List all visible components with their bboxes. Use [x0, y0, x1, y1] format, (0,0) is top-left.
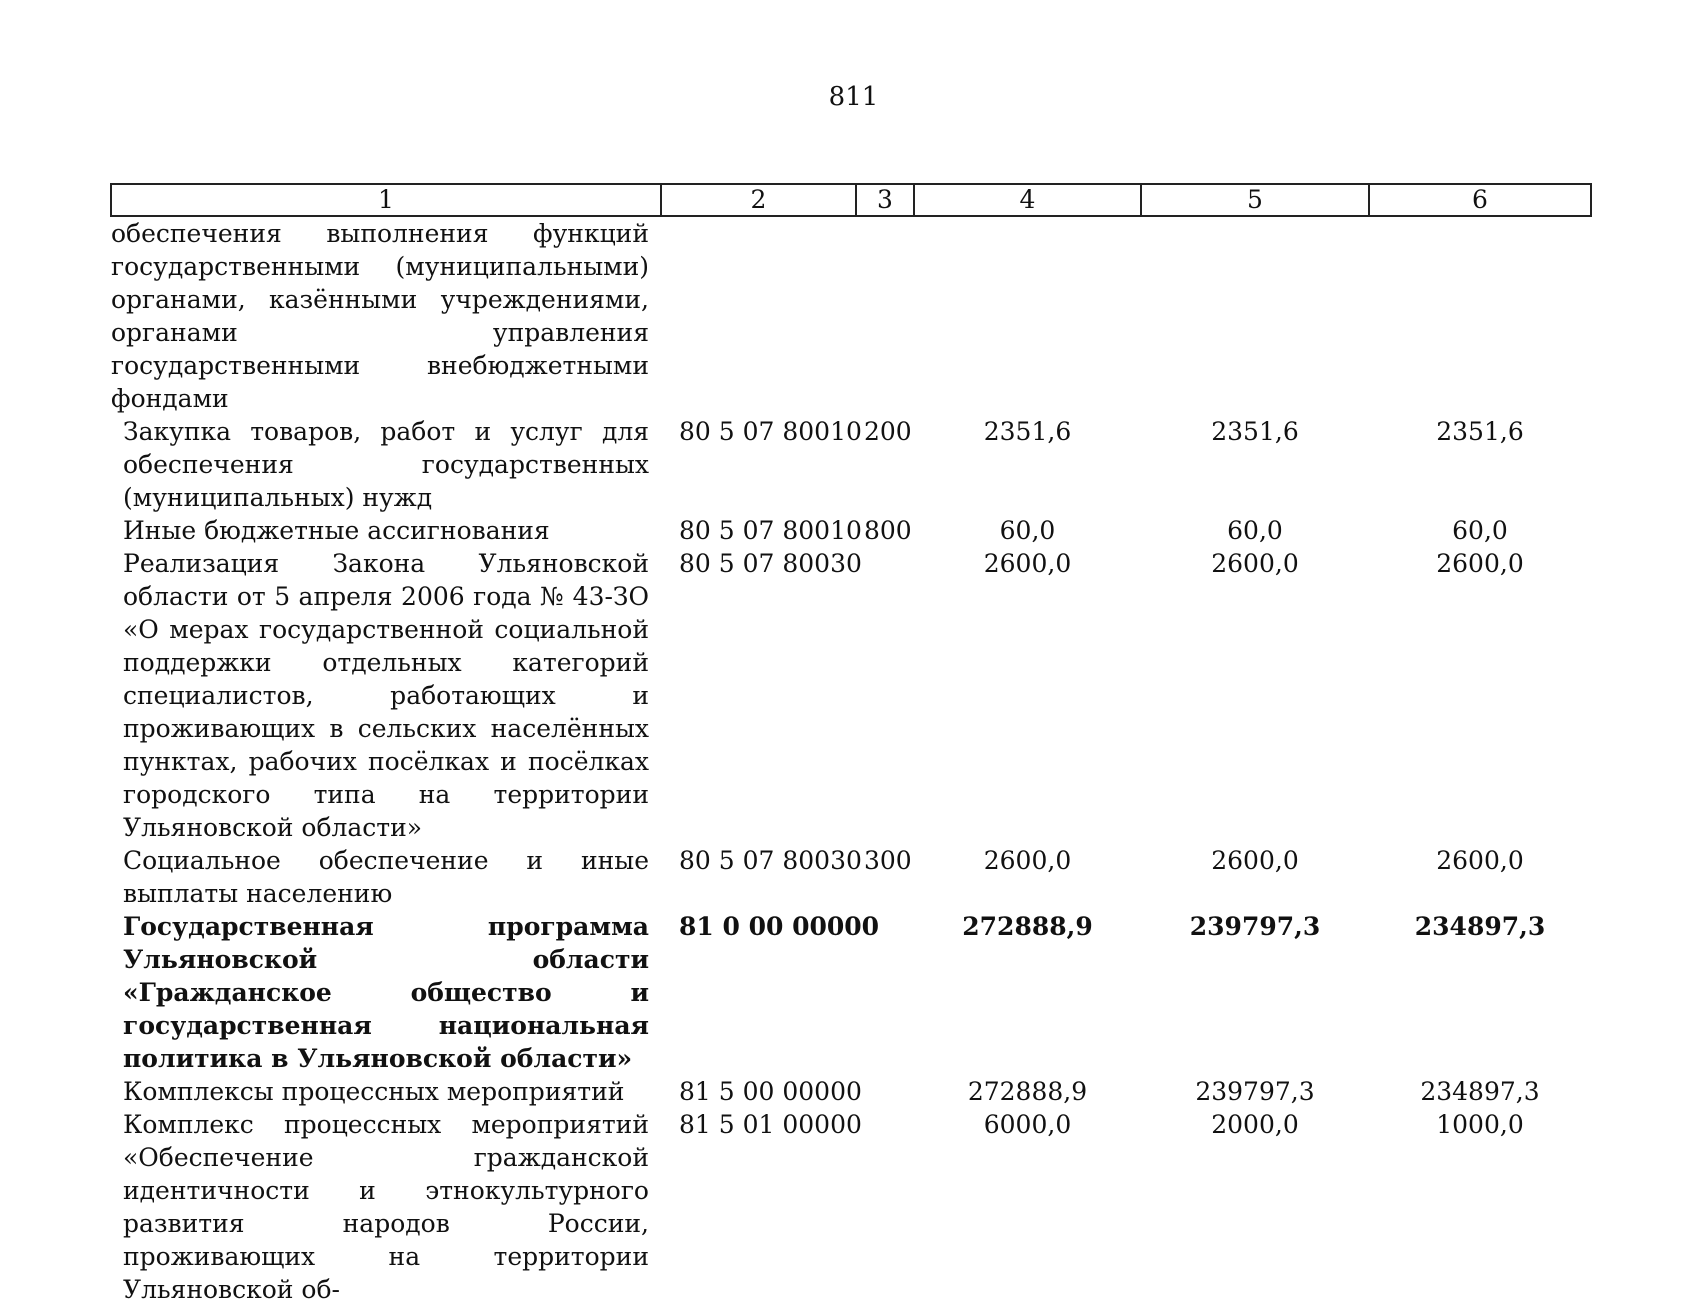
column-header-1: 1	[111, 184, 661, 216]
table-row	[111, 514, 1591, 547]
row-name: Социальное обеспечение и иные выплаты населению	[123, 846, 649, 908]
column-header-4: 4	[914, 184, 1141, 216]
row-value-6: 60,0	[1452, 516, 1508, 545]
table-row	[111, 1075, 1591, 1108]
row-code: 81 0 00 00000	[679, 912, 880, 941]
table-row	[111, 216, 1591, 415]
row-value-4: 2351,6	[983, 417, 1072, 446]
row-value-6: 2351,6	[1436, 417, 1524, 446]
row-value-4: 2600,0	[983, 846, 1072, 875]
row-name: Комплексы процессных мероприятий	[123, 1077, 625, 1106]
row-name: Реализация Закона Ульяновской области от 5 апреля 2006 года № 43-ЗО «О мерах государственной социальной поддержки отдельных категорий специалистов, работающих и проживающих в сельских населённых пунктах, рабочих посёлках и посёлках городского типа на территории Ульяновской области»	[123, 549, 649, 842]
row-value-6: 234897,3	[1420, 1077, 1540, 1106]
row-code: 80 5 07 80010	[679, 417, 862, 446]
row-value-5: 239797,3	[1189, 912, 1321, 941]
table-row	[111, 547, 1591, 844]
row-value-4: 60,0	[999, 516, 1056, 545]
row-value-6: 1000,0	[1436, 1110, 1524, 1139]
row-expense-type: 800	[864, 516, 912, 545]
row-value-5: 2600,0	[1211, 549, 1299, 578]
row-code: 80 5 07 80030	[679, 549, 862, 578]
row-code: 81 5 00 00000	[679, 1077, 862, 1106]
row-name: Комплекс процессных мероприятий «Обеспечение гражданской идентичности и этнокультурного развития народов России, проживающих на территории Ульяновской об-	[123, 1110, 649, 1304]
row-value-6: 234897,3	[1414, 912, 1546, 941]
row-code: 80 5 07 80010	[679, 516, 862, 545]
row-expense-type	[856, 1075, 914, 1108]
row-value-6: 2600,0	[1436, 549, 1524, 578]
row-value-4: 6000,0	[983, 1110, 1072, 1139]
row-code: 80 5 07 80030	[679, 846, 862, 875]
row-value-5: 2000,0	[1211, 1110, 1299, 1139]
row-expense-type: 200	[864, 417, 912, 446]
page-number: 811	[828, 82, 879, 112]
row-name: обеспечения выполнения функций государственными (муниципальными) органами, казёнными учреждениями, органами управления государственными внебюджетными фондами	[111, 219, 649, 413]
row-value-6: 2600,0	[1436, 846, 1524, 875]
row-value-4	[914, 216, 1141, 415]
row-code	[661, 216, 856, 415]
table-row	[111, 910, 1591, 1075]
budget-table	[110, 183, 1592, 1306]
row-expense-type	[856, 547, 914, 844]
row-value-4: 2600,0	[983, 549, 1072, 578]
column-header-5: 5	[1141, 184, 1369, 216]
column-header-3: 3	[856, 184, 914, 216]
column-header-6: 6	[1369, 184, 1591, 216]
row-value-5: 2600,0	[1211, 846, 1299, 875]
row-expense-type	[856, 216, 914, 415]
row-name: Иные бюджетные ассигнования	[123, 516, 550, 545]
row-value-5: 60,0	[1227, 516, 1283, 545]
table-row	[111, 415, 1591, 514]
row-value-4: 272888,9	[967, 1077, 1088, 1106]
row-value-5: 239797,3	[1195, 1077, 1315, 1106]
table-row	[111, 844, 1591, 910]
row-value-5: 2351,6	[1211, 417, 1299, 446]
column-header-2: 2	[661, 184, 856, 216]
row-value-6	[1369, 216, 1591, 415]
row-expense-type	[856, 1108, 914, 1306]
row-value-5	[1141, 216, 1369, 415]
row-name: Государственная программа Ульяновской области «Гражданское общество и государственная национальная политика в Ульяновской области»	[123, 912, 649, 1073]
row-code: 81 5 01 00000	[679, 1110, 862, 1139]
table-header-row	[111, 184, 1591, 216]
row-name: Закупка товаров, работ и услуг для обеспечения государственных (муниципальных) нужд	[123, 417, 649, 512]
row-expense-type: 300	[864, 846, 912, 875]
table-row	[111, 1108, 1591, 1306]
row-value-4: 272888,9	[962, 912, 1093, 941]
